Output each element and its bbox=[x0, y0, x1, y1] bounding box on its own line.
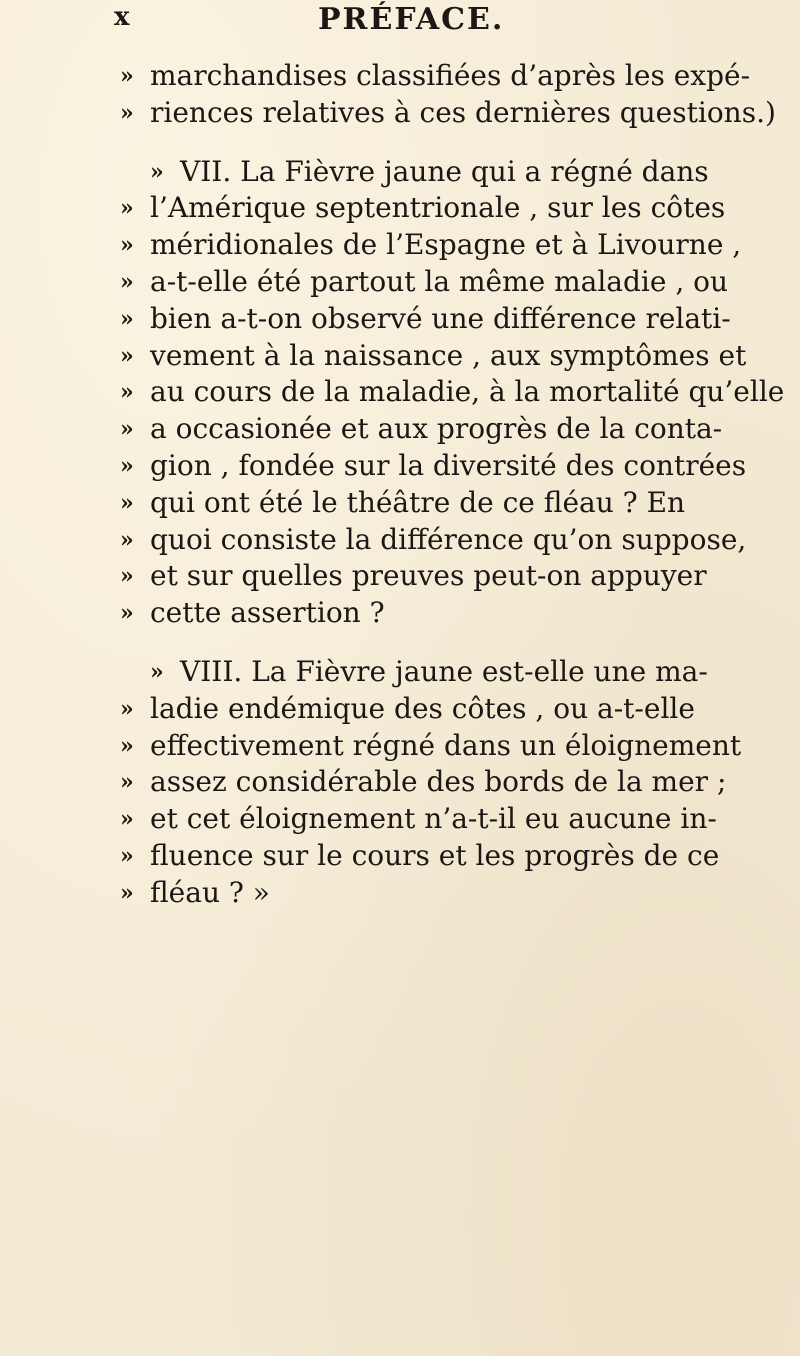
line-text: ladie endémique des côtes , ou a-t-elle bbox=[150, 691, 695, 725]
text-line bbox=[120, 264, 800, 301]
quote-mark: » bbox=[120, 842, 134, 869]
text-line bbox=[120, 801, 800, 838]
quote-mark: » bbox=[120, 99, 134, 126]
quote-mark: » bbox=[120, 563, 134, 590]
quote-mark: » bbox=[120, 879, 134, 906]
line-text: bien a-t-on observé une différence relati- bbox=[150, 301, 731, 335]
line-text: assez considérable des bords de la mer ; bbox=[150, 765, 727, 799]
line-text: riences relatives à ces dernières questions.) bbox=[150, 95, 776, 129]
quote-mark: » bbox=[120, 232, 134, 259]
text-line bbox=[120, 95, 800, 132]
quote-mark: » bbox=[120, 695, 134, 722]
line-text: fléau ? » bbox=[150, 875, 270, 909]
line-text: marchandises classifiées d’après les expé- bbox=[150, 59, 751, 92]
line-text: vement à la naissance , aux symptômes et bbox=[150, 338, 747, 372]
paragraph-gap bbox=[120, 132, 800, 154]
text-line bbox=[120, 485, 800, 522]
text-line bbox=[120, 227, 800, 264]
text-line bbox=[120, 522, 800, 559]
text-line bbox=[120, 691, 800, 728]
text-line bbox=[120, 190, 800, 227]
quote-mark: » bbox=[120, 379, 134, 406]
line-text: au cours de la maladie, à la mortalité qu’elle bbox=[150, 375, 785, 409]
line-text: méridionales de l’Espagne et à Livourne , bbox=[150, 228, 742, 262]
text-line bbox=[120, 838, 800, 875]
line-text: quoi consiste la différence qu’on suppose, bbox=[150, 522, 747, 556]
quote-mark: » bbox=[120, 600, 134, 627]
page-number: x bbox=[114, 2, 130, 32]
line-text: cette assertion ? bbox=[150, 596, 385, 630]
text-line bbox=[120, 728, 800, 765]
text-line bbox=[120, 411, 800, 448]
page-header bbox=[0, 2, 800, 36]
quote-mark: » bbox=[120, 526, 134, 553]
quote-mark: » bbox=[120, 305, 134, 332]
line-text: effectivement régné dans un éloignement bbox=[150, 728, 742, 762]
quote-mark: » bbox=[120, 806, 134, 833]
running-title: PRÉFACE. bbox=[318, 2, 505, 37]
line-text: gion , fondée sur la diversité des contrées bbox=[150, 448, 747, 482]
text-line bbox=[120, 558, 800, 595]
text-line bbox=[120, 338, 800, 375]
quote-mark: » bbox=[120, 63, 134, 89]
text-line bbox=[120, 654, 800, 691]
quote-mark: » bbox=[120, 342, 134, 369]
line-text: fluence sur le cours et les progrès de ce bbox=[150, 838, 720, 872]
text-line bbox=[120, 595, 800, 632]
text-line bbox=[120, 154, 800, 191]
quote-mark: » bbox=[120, 195, 134, 222]
line-text: et sur quelles preuves peut-on appuyer bbox=[150, 559, 707, 593]
quote-mark: » bbox=[120, 416, 134, 443]
line-text: VII. La Fièvre jaune qui a régné dans bbox=[180, 154, 709, 188]
text-line bbox=[120, 875, 800, 912]
quote-mark: » bbox=[150, 658, 164, 685]
text-line bbox=[120, 301, 800, 338]
line-text: qui ont été le théâtre de ce fléau ? En bbox=[150, 485, 686, 519]
text-line bbox=[120, 448, 800, 485]
text-line bbox=[120, 374, 800, 411]
quote-mark: » bbox=[150, 158, 164, 185]
line-text: a occasionée et aux progrès de la conta- bbox=[150, 412, 723, 446]
line-text: et cet éloignement n’a-t-il eu aucune in- bbox=[150, 802, 717, 836]
text-line bbox=[120, 764, 800, 801]
quote-mark: » bbox=[120, 268, 134, 295]
text-line bbox=[120, 58, 800, 95]
line-text: a-t-elle été partout la même maladie , ou bbox=[150, 264, 729, 298]
quote-mark: » bbox=[120, 452, 134, 479]
body-text bbox=[120, 58, 800, 912]
quote-mark: » bbox=[120, 489, 134, 516]
line-text: l’Amérique septentrionale , sur les côtes bbox=[150, 191, 726, 225]
paragraph-gap bbox=[120, 632, 800, 654]
quote-mark: » bbox=[120, 732, 134, 759]
quote-mark: » bbox=[120, 769, 134, 796]
line-text: VIII. La Fièvre jaune est-elle une ma- bbox=[180, 654, 708, 688]
